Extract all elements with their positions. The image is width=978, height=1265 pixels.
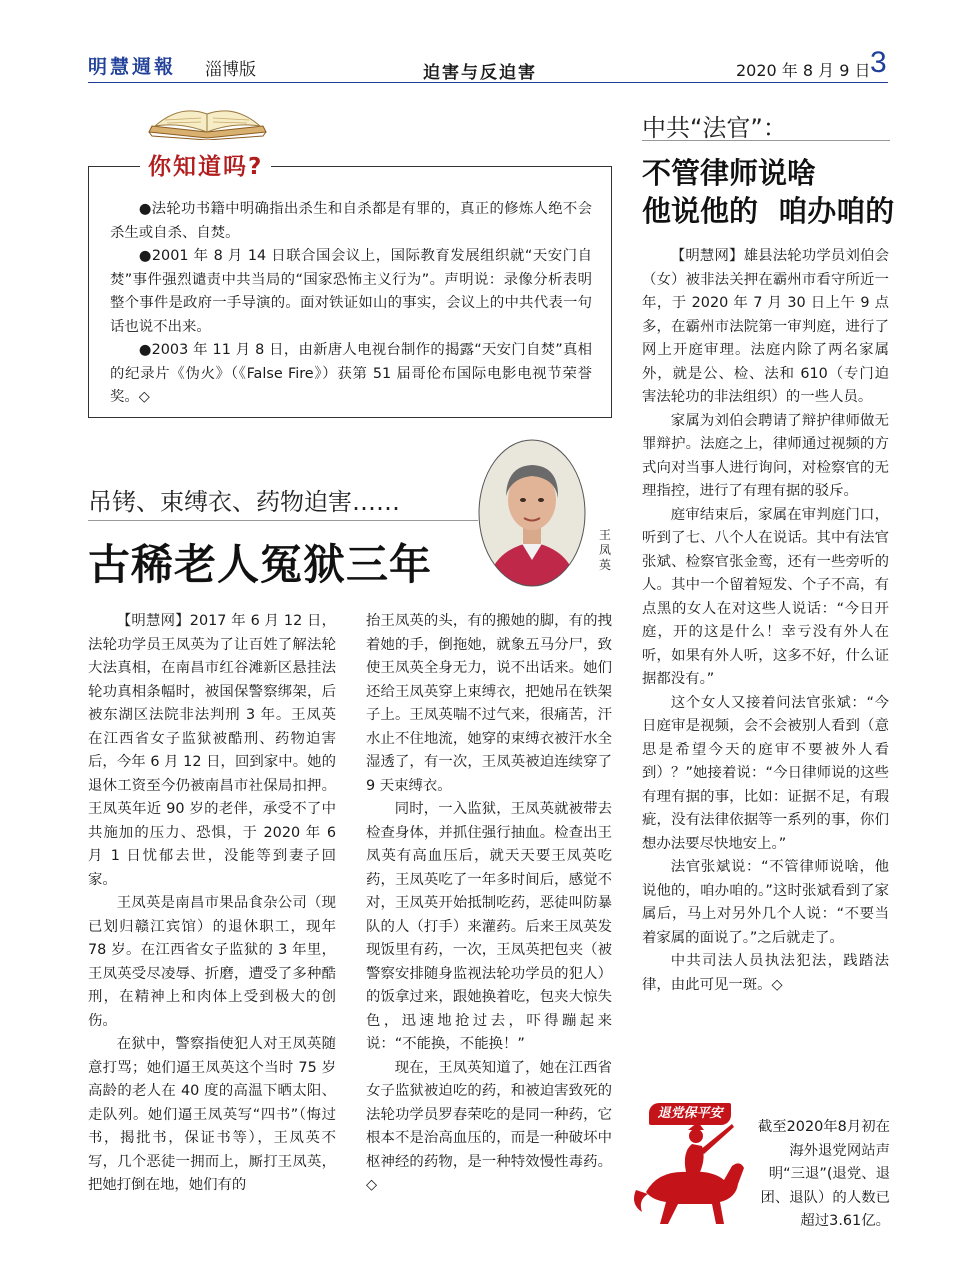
masthead: 明慧週報 (88, 56, 177, 78)
right-article-kicker: 中共“法官”： (642, 114, 787, 142)
left-paragraph: 在狱中，警察指使犯人对王凤英随意打骂；她们逼王凤英这个当时 75 岁高龄的老人在 40 度的高温下晒太阳、走队列。她们逼王凤英写“四书”（悔过书，揭批书，保证书等），王凤英不写，几个恶徒一拥而上，厮打王凤英，把她打倒在地，她们有的 (88, 1036, 336, 1193)
left-article-kicker: 吊铐、束缚衣、药物迫害…… (88, 488, 400, 516)
left-kicker-rule (88, 520, 478, 521)
header-rule (88, 82, 888, 83)
left-paragraph: 抬王凤英的头，有的搬她的脚，有的拽着她的手，倒拖她，就象五马分尸，致使王凤英全身无力，说不出话来。她们还给王凤英穿上束缚衣，把她吊在铁架子上。王凤英喘不过气来，很痛苦，汗水止不住地流，她穿的束缚衣被汗水全湿透了，有一次，王凤英被迫连续穿了 9 天束缚衣。 (366, 613, 612, 794)
right-kicker-rule (642, 140, 890, 141)
left-paragraph: 【明慧网】2017 年 6 月 12 日，法轮功学员王凤英为了让百姓了解法轮大法真相，在南昌市红谷滩新区悬挂法轮功真相条幅时，被国保警察绑架，后被东湖区法院非法判刑 3 年。王凤英在江西省女子监狱被酷刑、药物迫害后，今年 6 月 12 日，回到家中。她的退休工资至今仍被南昌市社保局扣押。王凤英年近 90 岁的老伴，承受不了中共施加的压力、恐惧，于 2020 年 6 月 1 日忧郁去世，没能等到妻子回家。 (88, 613, 336, 888)
portrait-photo (477, 438, 587, 588)
issue-date: 2020 年 8 月 9 日 (736, 61, 871, 80)
left-paragraph: 现在，王凤英知道了，她在江西省女子监狱被迫吃的药，和被迫害致死的法轮功学员罗春荣吃的是同一种药，它根本不是治高血压的，而是一种破坏中枢神经的药物，是一种特效慢性毒药。◇ (366, 1059, 612, 1193)
left-article-column-1 (88, 610, 336, 1198)
page-number: 3 (870, 46, 887, 79)
photo-caption: 王凤英 (598, 528, 611, 572)
right-article-body (642, 245, 889, 997)
did-you-know-title: 你知道吗? (140, 148, 271, 181)
right-headline-line: 他说他的 咱办咱的 (642, 194, 895, 228)
right-article-headline (642, 154, 894, 230)
section-title: 迫害与反迫害 (423, 63, 537, 83)
open-book-icon (145, 92, 270, 140)
left-paragraph: 王凤英是南昌市果品食杂公司（现已划归赣江宾馆）的退休职工，现年 78 岁。在江西省女子监狱的 3 年里，王凤英受尽凌辱、折磨，遭受了多种酷刑，在精神上和肉体上受到极大的创伤。 (88, 895, 336, 1029)
right-paragraph: 家属为刘伯会聘请了辩护律师做无罪辩护。法庭之上，律师通过视频的方式向对当事人进行询问，对检察官的无理指控，进行了有理有据的驳斥。 (642, 412, 889, 499)
left-article-headline: 古稀老人冤狱三年 (88, 540, 433, 589)
right-paragraph: 中共司法人员执法犯法，践踏法律，由此可见一斑。◇ (642, 953, 889, 993)
ad-label: 退党保平安 (649, 1103, 731, 1125)
right-paragraph: 法官张斌说：“不管律师说啥，他说他的，咱办咱的。”这时张斌看到了家属后，马上对另外几个人说：“不要当着家属的面说了。”之后就走了。 (642, 859, 889, 946)
right-paragraph: 庭审结束后，家属在审判庭门口，听到了七、八个人在说话。其中有法官张斌、检察官张金鸾，还有一些旁听的人。其中一个留着短发、个子不高，有点黑的女人在对这些人说话：“今日开庭，开的这是什么！幸亏没有外人在听，如果有外人听，这多不好，什么证据都没有。” (642, 506, 889, 687)
edition-label: 淄博版 (205, 60, 256, 80)
right-paragraph: 【明慧网】雄县法轮功学员刘伯会（女）被非法关押在霸州市看守所近一年，于 2020 年 7 月 30 日上午 9 点多，在霸州市法院第一审判庭，进行了网上开庭审理。法庭内除了两名家属外，就是公、检、法和 610（专门迫害法轮功的非法组织）的一些人员。 (642, 248, 889, 405)
did-you-know-paragraph: ●2003 年 11 月 8 日，由新唐人电视台制作的揭露“天安门自焚”真相的纪录片《伪火》（《False Fire》）获第 51 届哥伦布国际电影电视节荣誉奖。◇ (110, 342, 592, 405)
right-paragraph: 这个女人又接着问法官张斌：“今日庭审是视频，会不会被别人看到（意思是希望今天的庭审不要被外人看到）？”她接着说：“今日律师说的这些有理有据的事，比如：证据不足，有瑕疵，没有法律依据等一系列的事，你们想办法要尽快地安上。” (642, 694, 889, 852)
did-you-know-paragraph: ●2001 年 8 月 14 日联合国会议上，国际教育发展组织就“天安门自焚”事件强烈谴责中共当局的“国家恐怖主义行为”。声明说：录像分析表明整个事件是政府一手导演的。面对铁证如山的事实，会议上的中共代表一句话也说不出来。 (110, 248, 592, 335)
right-headline-line: 不管律师说啥 (642, 156, 817, 190)
ad-text: 截至2020年8月初在海外退党网站声明“三退”(退党、退团、退队）的人数已超过3.61亿。 (757, 1119, 890, 1229)
did-you-know-paragraph: ●法轮功书籍中明确指出杀生和自杀都是有罪的，真正的修炼人绝不会杀生或自杀、自焚。 (110, 201, 592, 241)
left-article-column-2 (366, 610, 612, 1198)
did-you-know-text (110, 198, 592, 410)
left-paragraph: 同时，一入监狱，王凤英就被带去检查身体，并抓住强行抽血。检查出王凤英有高血压后，就天天要王凤英吃药，王凤英吃了一年多时间后，感觉不对，王凤英开始抵制吃药，恶徒叫防暴队的人（打手）来灌药。后来王凤英发现饭里有药，一次，王凤英把包夹（被警察安排随身监视法轮功学员的犯人）的饭拿过来，跟她换着吃，包夹大惊失色，迅速地抢过去，吓得蹦起来说：“不能换，不能换！” (366, 801, 612, 1052)
